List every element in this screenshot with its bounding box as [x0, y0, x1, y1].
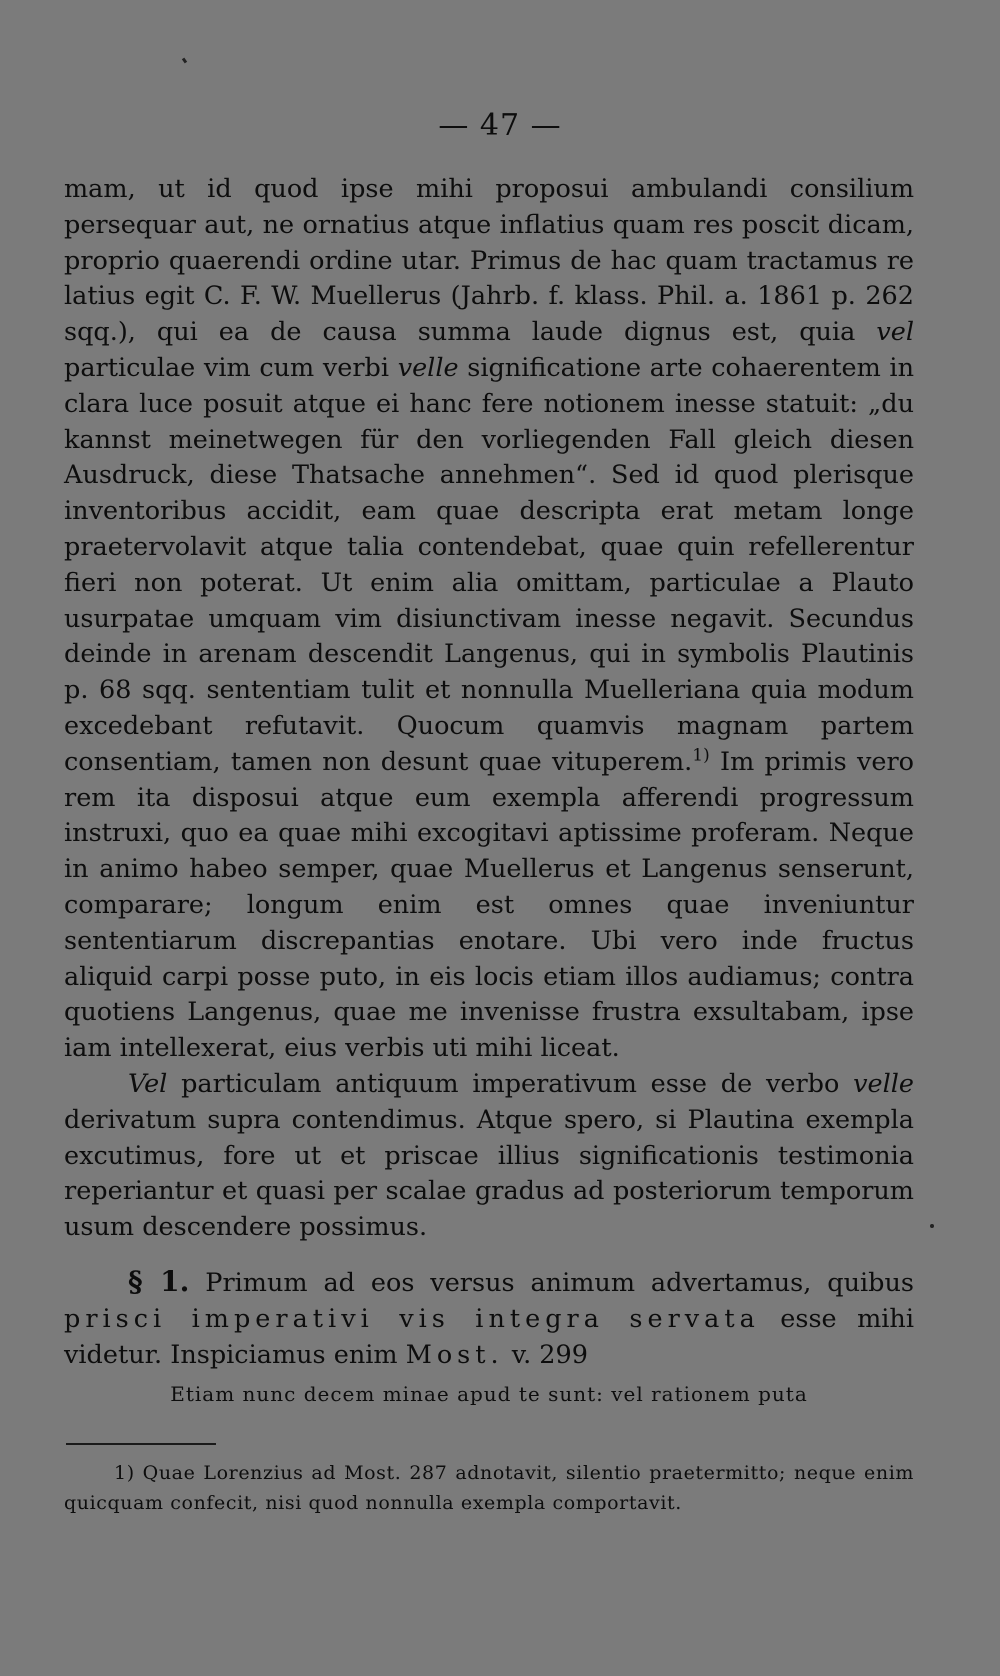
section-paragraph [64, 1264, 914, 1373]
footnote-text: 1) Quae Lorenzius ad Most. 287 adnotavit, silentio praetermitto; neque enim quicquam confecit, nisi quod nonnulla exempla comportavit. [64, 1462, 914, 1514]
paragraph [64, 172, 914, 1067]
text-run: particulae vim cum verbi [64, 352, 398, 383]
italic-term: velle [853, 1068, 914, 1099]
text-run: significatione arte cohaerentem in clara luce posuit atque ei hanc fere notionem inesse statuit: „du kannst meinetwegen für den vorliegenden Fall gleich diesen Ausdruck, diese Thatsache annehmen“. Sed id quod plerisque inventoribus accidit, eam quae descripta erat metam longe praetervolavit atque talia contendebat, quae quin refellerentur fieri non poterat. Ut enim alia omittam, particulae a Plauto usurpatae umquam vim disiunctivam inesse negavit. Secundus deinde in arenam descendit Langenus, qui in symbolis Plautinis p. 68 sqq. sententiam tulit et nonnulla Muelleriana quia modum excedebant refutavit. Quocum quamvis magnam partem consentiam, tamen non desunt quae vituperem. [64, 352, 914, 777]
italic-term: Vel [128, 1068, 168, 1099]
text-run: esse mihi videtur. Inspiciamus enim [64, 1303, 915, 1370]
italic-term: velle [397, 352, 459, 383]
text-run: mam, ut id quod ipse mihi proposui ambulandi consilium persequar aut, ne ornatius atque inflatius quam res poscit dicam, proprio quaerendi ordine utar. Primus de hac quam tractamus re latius egit C. F. W. Muellerus (Jahrb. f. klass. Phil. a. 1861 p. 262 sqq.), qui ea de causa summa laude dignus est, quia [64, 174, 914, 348]
spaced-emphasis: prisci imperativi vis integra servata [64, 1303, 760, 1334]
footnote [64, 1458, 914, 1518]
text-run: derivatum supra contendimus. Atque spero, si Plautina exempla excutimus, fore ut et priscae illius significationis testimonia reperiantur et quasi per scalae gradus ad posteriorum temporum usum descendere possimus. [64, 1104, 914, 1243]
footnote-marker: 1) [692, 745, 710, 766]
text-run: Im primis vero rem ita disposui atque eum exempla afferendi progressum instruxi, quo ea quae mihi excogitavi aptissime proferam. Neque in animo habeo semper, quae Muellerus et Langenus senserunt, comparare; longum enim est omnes quae inveniuntur sententiarum discrepantias enotare. Ubi vero inde fructus aliquid carpi posse puto, in eis locis etiam illos audiamus; contra quotiens Langenus, quae me invenisse frustra exsultabam, ipse iam intellexerat, eius verbis uti mihi liceat. [64, 746, 914, 1064]
text-run: Primum ad eos versus animum advertamus, quibus [189, 1267, 914, 1298]
main-text [64, 172, 914, 1413]
text-run: particulam antiquum imperativum esse de verbo [167, 1068, 854, 1099]
verse-quote: Etiam nunc decem minae apud te sunt: vel rationem puta [170, 1382, 808, 1407]
spaced-emphasis: Most. [405, 1339, 504, 1370]
italic-term: vel [876, 317, 914, 348]
print-speck [930, 1224, 934, 1228]
footnote-rule [66, 1443, 216, 1445]
page-number: — 47 — [438, 108, 562, 143]
text-run: v. 299 [503, 1339, 588, 1370]
paragraphs [64, 172, 914, 1373]
paragraph [64, 1067, 914, 1246]
print-speck [182, 58, 187, 64]
section-mark: § 1. [128, 1264, 190, 1298]
